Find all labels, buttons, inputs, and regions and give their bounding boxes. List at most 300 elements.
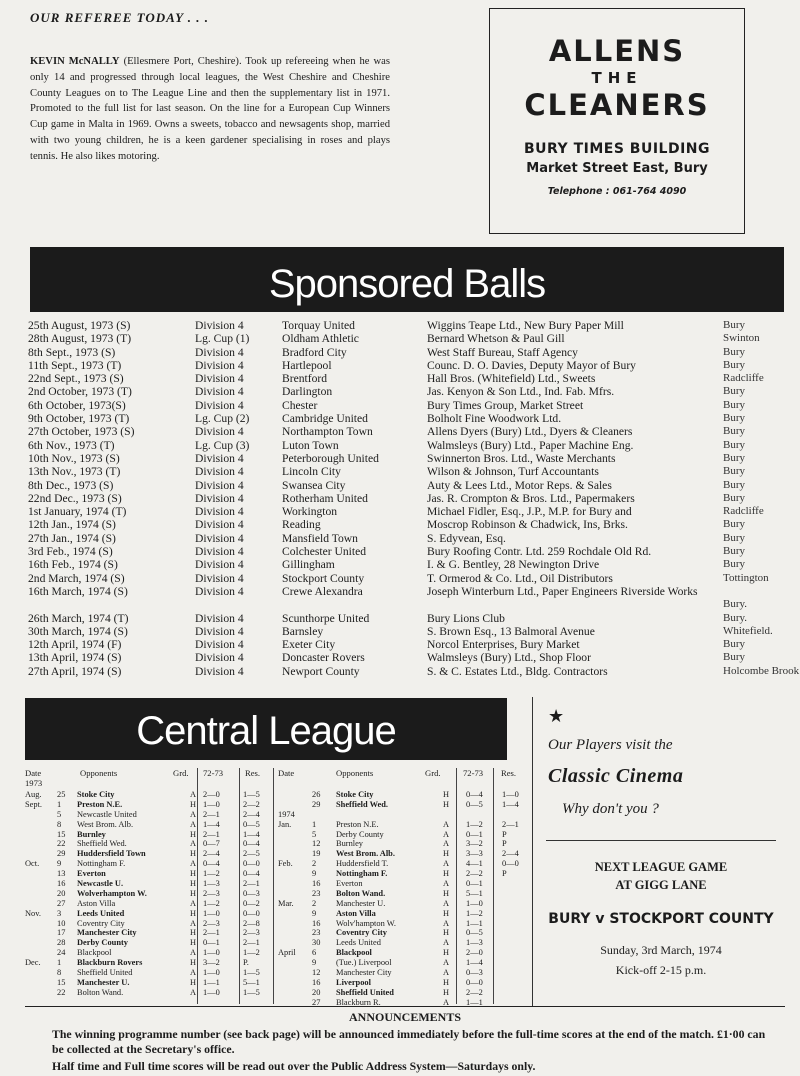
fixture-result: 2—5 — [243, 849, 260, 859]
divider — [197, 768, 198, 1004]
fixture-opponent: Manchester City — [77, 928, 137, 938]
sponsor-name: Counc. D. O. Davies, Deputy Mayor of Bury — [427, 358, 636, 372]
fixture-result: 0—0 — [502, 859, 519, 869]
fixture-day: 9 — [312, 958, 317, 968]
fixture-ground: A — [190, 859, 197, 869]
sponsor-date: 10th Nov., 1973 (S) — [28, 451, 120, 465]
fixture-day: 27 — [312, 997, 321, 1007]
advert-line1: ALLENS — [548, 34, 686, 68]
fixture-row — [278, 869, 528, 879]
fixture-row — [278, 909, 528, 919]
sponsored-banner: Sponsored Balls — [30, 247, 784, 312]
fixture-row — [25, 919, 275, 929]
fixture-opponent: Coventry City — [336, 928, 387, 938]
fixture-row — [278, 948, 528, 958]
fixture-ground: A — [190, 968, 197, 978]
sponsor-date: 9th October, 1973 (T) — [28, 412, 130, 426]
fixture-opponent: Huddersfield T. — [336, 859, 389, 869]
fixture-ground: A — [190, 790, 197, 799]
fixture-opponent: Burnley — [77, 829, 106, 839]
fixture-result: 1—0 — [502, 790, 519, 799]
sponsor-date: 12th April, 1974 (F) — [28, 638, 122, 652]
sponsor-opponent: Northampton Town — [282, 425, 373, 439]
referee-text — [30, 54, 390, 165]
fixture-result: 1—4 — [502, 799, 519, 809]
advert-address2: Market Street East, Bury — [526, 161, 708, 176]
sponsor-row — [28, 505, 798, 518]
sponsor-date: 27th April, 1974 (S) — [28, 664, 122, 678]
fixture-result: 5—1 — [243, 977, 260, 987]
cinema-line1: Our Players visit the — [548, 737, 673, 753]
sponsor-name: Bernard Whetson & Paul Gill — [427, 332, 565, 346]
sponsor-place: Bury — [723, 451, 745, 464]
fixture-row — [278, 830, 528, 840]
fixture-ground: A — [190, 819, 197, 829]
sponsor-opponent: Luton Town — [282, 438, 339, 452]
fixture-month: Oct. — [25, 859, 40, 869]
hdr-date: Date — [25, 768, 42, 778]
fixture-ground: H — [443, 849, 450, 859]
hdr-res2: Res. — [501, 768, 517, 778]
advert-line3: CLEANERS — [524, 88, 710, 122]
sponsor-name: S. & C. Estates Ltd., Bldg. Contractors — [427, 664, 608, 678]
fixture-prev: 1—0 — [203, 799, 220, 809]
fixture-prev: 0—1 — [466, 829, 483, 839]
fixture-day: 12 — [312, 968, 321, 978]
fixture-row — [25, 948, 275, 958]
fixture-result: 2—4 — [243, 809, 260, 819]
sponsor-row — [28, 558, 798, 571]
fixture-day: 16 — [312, 918, 321, 928]
fixture-day: 12 — [312, 839, 321, 849]
fixture-day: 29 — [312, 799, 321, 809]
sponsor-competition: Division 4 — [195, 478, 244, 492]
fixture-prev: 0—3 — [466, 968, 483, 978]
sponsor-name: Walmsleys (Bury) Ltd., Paper Machine Eng. — [427, 438, 634, 452]
fixture-opponent: Sheffield United — [77, 968, 133, 978]
fixture-prev: 1—2 — [466, 908, 483, 918]
fixture-ground: H — [190, 958, 197, 968]
sponsor-place: Bury — [723, 358, 745, 371]
fixture-day: 15 — [57, 977, 66, 987]
sponsor-competition: Lg. Cup (1) — [195, 332, 250, 346]
fixture-prev: 1—0 — [203, 987, 220, 997]
fixture-row — [25, 928, 275, 938]
sponsor-opponent: Scunthorpe United — [282, 611, 370, 625]
fixture-day: 20 — [312, 987, 321, 997]
fixture-result: 2—8 — [243, 918, 260, 928]
fixture-prev: 2—1 — [203, 829, 220, 839]
fixture-day: 25 — [57, 790, 66, 799]
fixture-ground: H — [443, 948, 450, 958]
sponsor-name: Wilson & Johnson, Turf Accountants — [427, 465, 599, 479]
sponsor-row — [28, 359, 798, 372]
fixture-prev: 1—0 — [203, 908, 220, 918]
sponsor-row — [28, 625, 798, 638]
fixture-result: 0—4 — [243, 839, 260, 849]
sponsor-date: 12th Jan., 1974 (S) — [28, 518, 116, 532]
sponsor-row — [28, 651, 798, 664]
fixture-opponent: (Tue.) Liverpool — [336, 958, 392, 968]
fixture-opponent: Bolton Wand. — [336, 888, 386, 898]
fixture-opponent: Coventry City — [77, 918, 125, 928]
fixture-prev: 2—2 — [466, 987, 483, 997]
fixture-ground: A — [443, 968, 450, 978]
fixture-day: 23 — [312, 888, 321, 898]
fixture-month: Aug. — [25, 790, 42, 799]
sponsor-opponent: Hartlepool — [282, 358, 332, 372]
fixture-day: 15 — [57, 829, 66, 839]
sponsor-row — [28, 518, 798, 531]
divider — [456, 768, 457, 1004]
hdr-opponents2: Opponents — [336, 768, 374, 778]
fixture-day: 22 — [57, 839, 66, 849]
sponsor-opponent: Cambridge United — [282, 412, 368, 426]
fixture-row — [25, 899, 275, 909]
fixture-prev: 3—3 — [466, 849, 483, 859]
sponsor-name: Bury Times Group, Market Street — [427, 398, 584, 412]
fixture-row — [25, 909, 275, 919]
fixture-row — [25, 938, 275, 948]
fixture-day: 16 — [312, 977, 321, 987]
fixture-row — [278, 879, 528, 889]
sponsor-competition: Division 4 — [195, 664, 244, 678]
sponsor-row — [28, 465, 798, 478]
fixture-ground: H — [443, 799, 450, 809]
fixture-day: 1 — [312, 819, 317, 829]
sponsor-row — [28, 332, 798, 345]
sponsor-place: Bury — [723, 651, 745, 664]
fixture-opponent: Everton — [77, 869, 106, 879]
fixture-day: 19 — [312, 849, 321, 859]
fixture-ground: H — [190, 849, 197, 859]
fixture-result: P. — [243, 958, 249, 968]
fixture-prev: 1—3 — [466, 938, 483, 948]
sponsor-row — [28, 346, 798, 359]
fixture-day: 3 — [57, 908, 62, 918]
fixture-ground: A — [443, 859, 450, 869]
fixture-ground: H — [190, 888, 197, 898]
fixture-day: 5 — [312, 829, 317, 839]
fixture-opponent: Aston Villa — [336, 908, 376, 918]
divider — [239, 768, 240, 1004]
fixture-day: 2 — [312, 898, 317, 908]
sponsor-name: Norcol Enterprises, Bury Market — [427, 638, 580, 652]
fixture-opponent: Blackburn R. — [336, 997, 381, 1007]
sponsor-name: Jas. R. Crompton & Bros. Ltd., Papermakers — [427, 491, 635, 505]
sponsor-opponent: Bradford City — [282, 345, 347, 359]
hdr-72-73-2: 72-73 — [463, 768, 484, 778]
sponsor-place: Bury — [723, 319, 745, 331]
fixture-day: 28 — [57, 938, 66, 948]
fixture-month: Dec. — [25, 958, 41, 968]
fixture-ground: H — [443, 908, 450, 918]
panel-divider — [532, 697, 533, 1007]
fixture-day: 16 — [312, 879, 321, 889]
fixture-prev: 4—1 — [466, 859, 483, 869]
fixture-result: 0—3 — [243, 888, 260, 898]
fixture-ground: A — [190, 809, 197, 819]
fixture-ground: H — [190, 908, 197, 918]
sponsor-place: Holcombe Brook — [723, 664, 800, 677]
sponsor-opponent: Chester — [282, 398, 318, 412]
sponsor-row — [28, 399, 798, 412]
fixture-opponent: Manchester City — [336, 968, 392, 978]
sponsor-row — [28, 385, 798, 398]
sponsor-place: Bury — [723, 491, 745, 504]
sponsor-date: 28th August, 1973 (T) — [28, 332, 132, 346]
fixture-opponent: Preston N.E. — [77, 799, 123, 809]
fixture-opponent: Blackpool — [77, 948, 112, 958]
sponsor-place: Bury — [723, 478, 745, 491]
sponsor-competition: Division 4 — [195, 505, 244, 519]
sponsor-opponent: Oldham Athletic — [282, 332, 359, 346]
sponsor-date: 1st January, 1974 (T) — [28, 505, 127, 519]
sponsor-competition: Division 4 — [195, 545, 244, 559]
fixture-row — [278, 839, 528, 849]
next-game — [546, 858, 776, 894]
sponsor-date: 6th Nov., 1973 (T) — [28, 438, 115, 452]
fixture-opponent: Derby County — [336, 829, 384, 839]
sponsor-row — [28, 372, 798, 385]
sponsor-date: 27th October, 1973 (S) — [28, 425, 135, 439]
fixture-day: 5 — [57, 809, 62, 819]
fixture-prev: 1—0 — [203, 948, 220, 958]
sponsor-name: Jas. Kenyon & Son Ltd., Ind. Fab. Mfrs. — [427, 385, 615, 399]
fixture-prev: 1—2 — [203, 898, 220, 908]
fixture-opponent: Preston N.E. — [336, 819, 379, 829]
fixture-row — [278, 978, 528, 988]
fixture-ground: A — [443, 819, 450, 829]
fixture-result: 2—1 — [243, 879, 260, 889]
sponsor-competition: Division 4 — [195, 611, 244, 625]
sponsor-opponent: Reading — [282, 518, 321, 532]
fixture-ground: A — [443, 958, 450, 968]
fixture-row — [25, 889, 275, 899]
fixture-row — [25, 879, 275, 889]
fixture-prev: 1—0 — [203, 968, 220, 978]
sponsor-name: Allens Dyers (Bury) Ltd., Dyers & Cleaners — [427, 425, 633, 439]
fixture-ground: H — [190, 977, 197, 987]
fixture-opponent: Stoke City — [77, 790, 115, 799]
fixture-row — [278, 820, 528, 830]
sponsor-row — [28, 585, 798, 612]
fixture-day: 6 — [312, 948, 317, 958]
fixture-prev: 3—2 — [466, 839, 483, 849]
fixture-prev: 0—1 — [466, 879, 483, 889]
fixture-result: 2—4 — [502, 849, 519, 859]
sponsor-date: 26th March, 1974 (T) — [28, 611, 129, 625]
fixture-result: 0—5 — [243, 819, 260, 829]
sponsor-opponent: Darlington — [282, 385, 333, 399]
sponsor-competition: Division 4 — [195, 451, 244, 465]
star-icon: ★ — [548, 706, 565, 726]
sponsor-opponent: Workington — [282, 505, 338, 519]
sponsor-row — [28, 492, 798, 505]
fixture-prev: 0—0 — [466, 977, 483, 987]
sponsor-date: 22nd Sept., 1973 (S) — [28, 372, 124, 386]
sponsor-row — [28, 545, 798, 558]
announcement-2: Half time and Full time scores will be read out over the Public Address System—Saturdays only. — [52, 1059, 536, 1073]
fixture-row — [25, 988, 275, 998]
sponsor-opponent: Torquay United — [282, 319, 355, 332]
sponsor-row — [28, 452, 798, 465]
fixture-row — [25, 859, 275, 869]
fixture-result: 2—1 — [502, 819, 519, 829]
sponsor-date: 3rd Feb., 1974 (S) — [28, 545, 113, 559]
fixture-day: 1 — [57, 799, 62, 809]
fixture-row — [25, 839, 275, 849]
fixture-opponent: Newcastle U. — [77, 879, 124, 889]
sponsor-opponent: Crewe Alexandra — [282, 584, 363, 598]
sponsor-competition: Division 4 — [195, 319, 244, 332]
next-fixture: BURY v STOCKPORT COUNTY — [548, 911, 774, 927]
fixture-row — [278, 790, 528, 800]
allens-advert — [489, 8, 745, 234]
advert-telephone: Telephone : 061-764 4090 — [547, 186, 687, 197]
sponsor-competition: Division 4 — [195, 398, 244, 412]
sponsor-place: Bury — [723, 518, 745, 531]
fixture-opponent: Liverpool — [336, 977, 371, 987]
sponsor-opponent: Gillingham — [282, 558, 335, 572]
divider — [493, 768, 494, 1004]
fixture-row — [278, 938, 528, 948]
fixture-row — [25, 849, 275, 859]
fixture-day: 9 — [312, 908, 317, 918]
fixture-prev: 3—2 — [203, 958, 220, 968]
sponsor-place: Tottington — [723, 571, 769, 584]
sponsor-competition: Division 4 — [195, 491, 244, 505]
fixture-ground: A — [443, 918, 450, 928]
hdr-grd: Grd. — [173, 768, 189, 778]
fixture-opponent: Manchester U. — [336, 898, 386, 908]
advert-address1: BURY TIMES BUILDING — [524, 141, 710, 157]
fixture-details — [546, 940, 776, 980]
fixture-result: P — [502, 829, 507, 839]
fixture-month: April — [278, 948, 296, 958]
sponsor-competition: Division 4 — [195, 584, 244, 598]
sponsor-opponent: Colchester United — [282, 545, 367, 559]
sponsor-date: 6th October, 1973(S) — [28, 398, 126, 412]
sponsor-date: 8th Dec., 1973 (S) — [28, 478, 114, 492]
fixture-ground: A — [190, 948, 197, 958]
fixture-row — [25, 958, 275, 968]
sponsor-name: Walmsleys (Bury) Ltd., Shop Floor — [427, 651, 591, 665]
fixture-day: 29 — [57, 849, 66, 859]
fixture-opponent: Bolton Wand. — [77, 987, 124, 997]
sponsor-date: 2nd October, 1973 (T) — [28, 385, 132, 399]
fixture-prev: 2—1 — [203, 928, 220, 938]
fixture-prev: 0—5 — [466, 928, 483, 938]
advert-line2: THE — [591, 69, 643, 87]
fixture-row — [278, 968, 528, 978]
central-league-header — [25, 768, 525, 790]
fixture-prev: 1—0 — [466, 898, 483, 908]
fixture-prev: 1—1 — [203, 977, 220, 987]
fixture-row — [278, 988, 528, 998]
fixture-ground: H — [443, 888, 450, 898]
fixture-opponent: Wolverhampton W. — [77, 888, 147, 898]
sponsor-opponent: Peterborough United — [282, 451, 379, 465]
fixture-prev: 0—5 — [466, 799, 483, 809]
fixture-ground: A — [190, 918, 197, 928]
fixture-result: 0—2 — [243, 898, 260, 908]
fixture-month: Feb. — [278, 859, 293, 869]
fixture-opponent: Stoke City — [336, 790, 374, 799]
divider — [273, 768, 274, 1004]
sponsor-place: Bury — [723, 438, 745, 451]
fixture-ground: A — [443, 898, 450, 908]
sponsor-name: Swinnerton Bros. Ltd., Waste Merchants — [427, 451, 616, 465]
fixture-prev: 1—4 — [203, 819, 220, 829]
fixture-result: 1—5 — [243, 968, 260, 978]
fixture-day: 16 — [57, 879, 66, 889]
hdr-year: 1973 — [25, 778, 43, 788]
fixture-row — [278, 849, 528, 859]
sponsor-opponent: Stockport County — [282, 571, 365, 585]
fixture-ground: A — [443, 997, 450, 1007]
sponsor-row — [28, 638, 798, 651]
divider — [546, 840, 776, 841]
sponsor-opponent: Lincoln City — [282, 465, 341, 479]
sponsor-competition: Division 4 — [195, 651, 244, 665]
sponsor-name: I. & G. Bentley, 28 Newington Drive — [427, 558, 600, 572]
sponsor-place: Whitefield. — [723, 624, 773, 637]
fixture-ground: H — [443, 977, 450, 987]
fixture-opponent: Newcastle United — [77, 809, 137, 819]
fixture-day: 9 — [57, 859, 62, 869]
sponsor-opponent: Barnsley — [282, 624, 324, 638]
sponsor-place: Bury — [723, 412, 745, 425]
fixture-day: 30 — [312, 938, 321, 948]
sponsor-date: 27th Jan., 1974 (S) — [28, 531, 116, 545]
fixture-opponent: Manchester U. — [77, 977, 130, 987]
divider — [25, 1006, 785, 1007]
fixture-row — [278, 889, 528, 899]
sponsor-row — [28, 439, 798, 452]
fixture-row — [25, 790, 275, 800]
sponsor-date: 11th Sept., 1973 (T) — [28, 358, 122, 372]
sponsor-name: S. Edyvean, Esq. — [427, 531, 506, 545]
announcement-1: The winning programme number (see back page) will be announced immediately before the full-time scores at the end of the match. £1·00 can be collected at the Secretary's office. — [52, 1027, 766, 1056]
sponsor-competition: Division 4 — [195, 558, 244, 572]
next-game-line1: NEXT LEAGUE GAME — [594, 860, 728, 874]
sponsor-competition: Division 4 — [195, 358, 244, 372]
fixture-ground: A — [190, 987, 197, 997]
sponsor-opponent: Brentford — [282, 372, 328, 386]
sponsor-competition: Lg. Cup (2) — [195, 412, 250, 426]
fixture-month: Jan. — [278, 819, 292, 829]
announcements-title: ANNOUNCEMENTS — [348, 1010, 461, 1024]
sponsor-date: 8th Sept., 1973 (S) — [28, 345, 116, 359]
sponsor-place: Bury — [723, 385, 745, 398]
cinema-name: Classic Cinema — [548, 765, 684, 787]
fixture-ground: H — [443, 869, 450, 879]
sponsor-opponent: Mansfield Town — [282, 531, 358, 545]
fixture-day: 8 — [57, 819, 62, 829]
fixture-day: 8 — [57, 968, 62, 978]
fixture-result: 2—1 — [243, 938, 260, 948]
fixture-ground: A — [443, 839, 450, 849]
central-league-left — [25, 790, 275, 998]
fixture-month: 1974 — [278, 809, 295, 819]
fixture-month: Mar. — [278, 898, 294, 908]
cinema-line3: Why don't you ? — [562, 801, 659, 817]
fixture-prev: 2—1 — [203, 809, 220, 819]
fixture-result: 0—4 — [243, 869, 260, 879]
sponsor-competition: Division 4 — [195, 465, 244, 479]
sponsor-competition: Division 4 — [195, 638, 244, 652]
